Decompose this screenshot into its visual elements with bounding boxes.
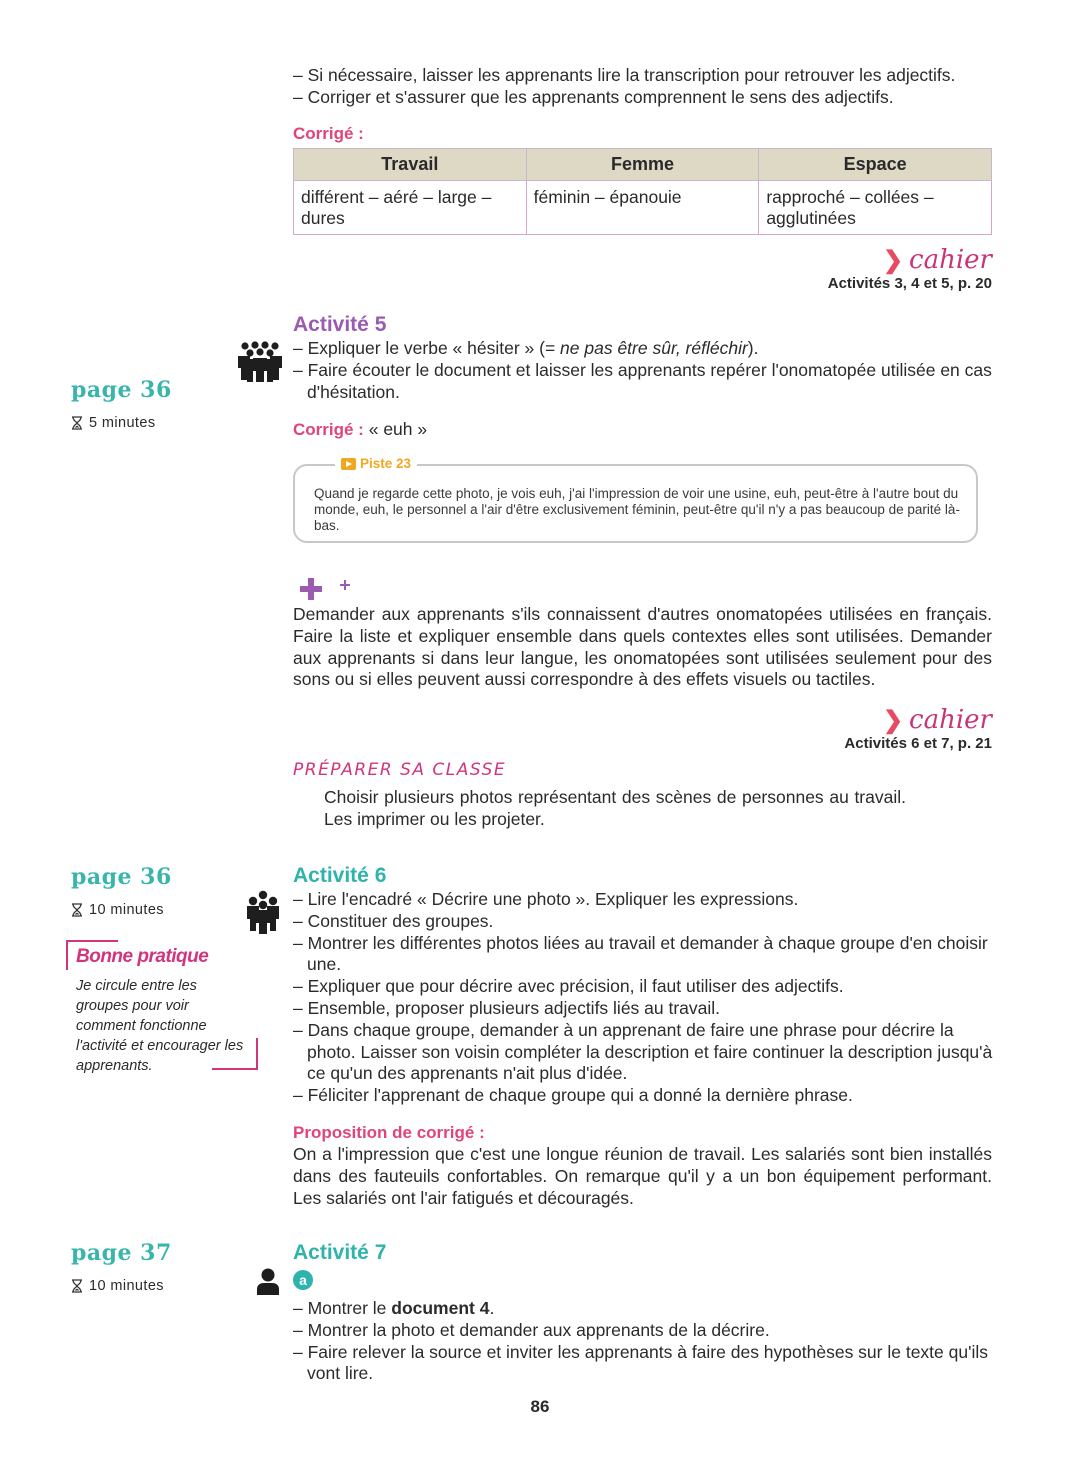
audio-track-label[interactable]: Piste 23	[335, 456, 417, 471]
bullet: – Expliquer que pour décrire avec précision, il faut utiliser des adjectifs.	[293, 976, 998, 998]
duration: 10 minutes	[71, 902, 164, 918]
page-ref: page 37	[71, 1240, 172, 1266]
bullet: – Montrer les différentes photos liées au travail et demander à chaque groupe d'en choisir une.	[293, 933, 998, 977]
bullet: – Constituer des groupes.	[293, 911, 998, 933]
step-badge: a	[293, 1270, 313, 1290]
cahier-word: cahier	[909, 705, 992, 735]
bullet: – Faire relever la source et inviter les apprenants à faire des hypothèses sur le texte qu'ils vont lire.	[293, 1342, 998, 1386]
bullet: – Montrer la photo et demander aux apprenants de la décrire.	[293, 1320, 998, 1342]
audio-transcript-box	[293, 456, 978, 543]
group-icon	[246, 890, 280, 934]
cahier-ref-1	[700, 246, 992, 292]
hourglass-icon	[71, 1279, 83, 1293]
cahier-activities: Activités 6 et 7, p. 21	[844, 735, 992, 752]
bullet: – Expliquer le verbe « hésiter » (= ne pas être sûr, réfléchir).	[293, 338, 998, 360]
bonne-pratique-text: Je circule entre les groupes pour voir comment fonctionne l'activité et encourager les apprenants.	[76, 978, 244, 1074]
transcript-text: Quand je regarde cette photo, je vois euh, j'ai l'impression de voir une usine, euh, peut-être à l'autre bout du monde, euh, le personnel a l'air d'être exclusivement féminin, peut-être qu'il n'y a pas beaucoup de parité là-bas.	[314, 486, 960, 533]
chevron-right-icon: ❯	[882, 247, 904, 274]
activity7-bullets	[293, 1298, 998, 1385]
bonne-pratique-box	[66, 940, 258, 1074]
bonne-pratique-title: Bonne pratique	[76, 946, 209, 967]
table-row	[294, 181, 992, 235]
preparer-text: Choisir plusieurs photos représentant des scènes de personnes au travail. Les imprimer ou les projeter.	[324, 787, 906, 829]
activity-title: Activité 5	[293, 313, 387, 336]
bullet: – Si nécessaire, laisser les apprenants lire la transcription pour retrouver les adjectifs.	[293, 65, 1003, 87]
bullet: – Montrer le document 4.	[293, 1298, 998, 1320]
bullet: – Corriger et s'assurer que les apprenants comprennent le sens des adjectifs.	[293, 87, 1003, 109]
activity-title: Activité 6	[293, 864, 387, 887]
cahier-ref-2	[700, 706, 992, 752]
chevron-right-icon: ❯	[882, 707, 904, 734]
corrige-answer: Corrigé : « euh »	[293, 419, 428, 439]
proposition-label: Proposition de corrigé :	[293, 1123, 485, 1142]
extension-paragraph: Demander aux apprenants s'ils connaissent d'autres onomatopées utilisées en français. Faire la liste et expliquer ensemble dans quels contextes elles sont utilisées. Demander aux apprenants si dans leur langue, les onomatopées sont utilisées seulement pour des sons ou si elles peuvent aussi correspondre à des effets visuels ou tactiles.	[293, 604, 992, 690]
bullet: – Ensemble, proposer plusieurs adjectifs liés au travail.	[293, 998, 998, 1020]
plus-icon	[298, 576, 358, 602]
person-icon	[256, 1268, 280, 1296]
play-icon[interactable]	[341, 458, 356, 470]
proposition-text: On a l'impression que c'est une longue réunion de travail. Les salariés sont bien installés dans des fauteuils confortables. On remarque qu'il y a un bon équipement performant. Les salariés ont l'air fatigués et découragés.	[293, 1144, 992, 1208]
table-cell: rapproché – collées – agglutinées	[759, 181, 992, 235]
activity-title: Activité 7	[293, 1241, 387, 1264]
hourglass-icon	[71, 903, 83, 917]
table-cell: féminin – épanouie	[526, 181, 759, 235]
activity5-bullets	[293, 338, 998, 403]
table-header-espace: Espace	[759, 149, 992, 181]
table-cell: différent – aéré – large – dures	[294, 181, 527, 235]
page-ref: page 36	[71, 864, 172, 890]
group-icon	[236, 340, 284, 382]
top-bullets	[293, 65, 1003, 109]
preparer-title: PRÉPARER SA CLASSE	[293, 760, 507, 780]
bullet: – Féliciter l'apprenant de chaque groupe qui a donné la dernière phrase.	[293, 1085, 998, 1107]
corrige-table	[293, 148, 992, 235]
corrige-label: Corrigé :	[293, 124, 364, 143]
page-ref: page 36	[71, 377, 172, 403]
activity6-bullets	[293, 889, 998, 1107]
duration: 5 minutes	[71, 415, 155, 431]
page-number: 86	[530, 1397, 550, 1416]
bullet: – Lire l'encadré « Décrire une photo ». Expliquer les expressions.	[293, 889, 998, 911]
duration: 10 minutes	[71, 1278, 164, 1294]
table-header-travail: Travail	[294, 149, 527, 181]
cahier-activities: Activités 3, 4 et 5, p. 20	[827, 275, 992, 292]
bullet: – Dans chaque groupe, demander à un apprenant de faire une phrase pour décrire la photo. Laisser son voisin compléter la description et faire continuer la description jusqu'à ce qu'un des apprenants n'ait plus d'idée.	[293, 1020, 998, 1085]
hourglass-icon	[71, 416, 83, 430]
cahier-word: cahier	[909, 245, 992, 275]
table-header-femme: Femme	[526, 149, 759, 181]
bullet: – Faire écouter le document et laisser les apprenants repérer l'onomatopée utilisée en cas d'hésitation.	[293, 360, 998, 404]
